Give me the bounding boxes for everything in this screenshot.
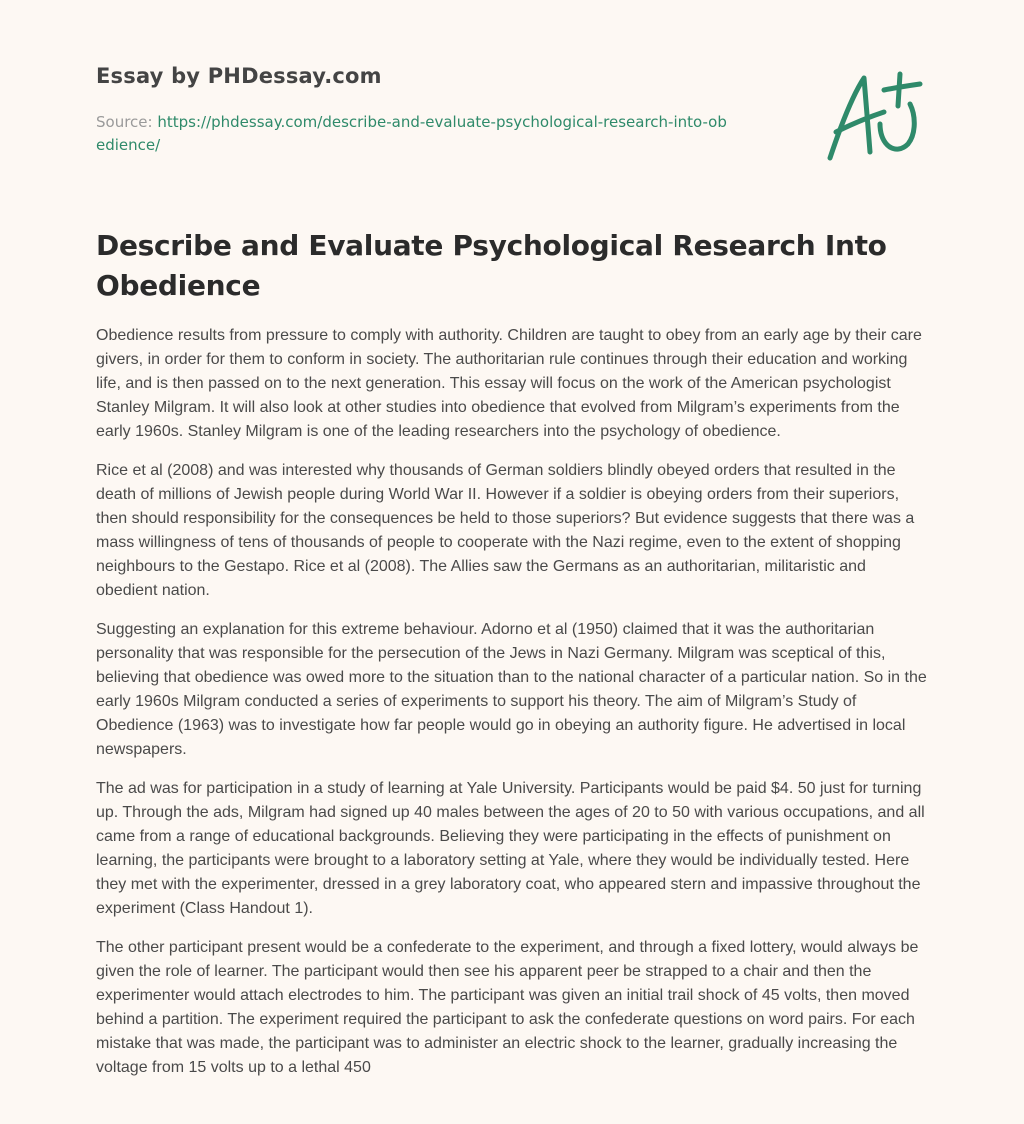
source-line <box>96 111 736 157</box>
essay-paragraph: Suggesting an explanation for this extreme behaviour. Adorno et al (1950) claimed that it was the authoritarian personality that was responsible for the persecution of the Jews in Nazi Germany. Milgram was sceptical of this, believing that obedience was owed more to the situation than to the national character of a particular nation. So in the early 1960s Milgram conducted a series of experiments to support his theory. The aim of Milgram’s Study of Obedience (1963) was to investigate how far people would go in obeying an authority figure. He advertised in local newspapers. <box>96 621 927 758</box>
site-brand: Essay by PHDessay.com <box>96 64 382 88</box>
source-link[interactable]: https://phdessay.com/describe-and-evaluate-psychological-research-into-obedience/ <box>96 113 727 154</box>
source-label: Source: <box>96 113 153 131</box>
essay-paragraph: Rice et al (2008) and was interested why thousands of German soldiers blindly obeyed orders that resulted in the death of millions of Jewish people during World War II. However if a soldier is obeying orders from their superiors, then should responsibility for the consequences be held to those superiors? But evidence suggests that there was a mass willingness of tens of thousands of people to cooperate with the Nazi regime, even to the extent of shopping neighbours to the Gestapo. Rice et al (2008). The Allies saw the Germans as an authoritarian, militaristic and obedient nation. <box>96 462 915 599</box>
essay-paragraph: The other participant present would be a confederate to the experiment, and through a fixed lottery, would always be given the role of learner. The participant would then see his apparent peer be strapped to a chair and then the experimenter would attach electrodes to him. The participant was given an initial trail shock of 45 volts, then moved behind a partition. The experiment required the participant to ask the confederate questions on word pairs. For each mistake that was made, the participant was to administer an electric shock to the learner, gradually increasing the voltage from 15 volts up to a lethal 450 <box>96 939 919 1076</box>
essay-paragraph: Obedience results from pressure to comply with authority. Children are taught to obey from an early age by their care givers, in order for them to conform in society. The authoritarian rule continues through their education and working life, and is then passed on to the next generation. This essay will focus on the work of the American psychologist Stanley Milgram. It will also look at other studies into obedience that evolved from Milgram’s experiments from the early 1960s. Stanley Milgram is one of the leading researchers into the psychology of obedience. <box>96 327 922 440</box>
a-plus-logo-icon <box>818 66 930 166</box>
essay-body <box>96 324 930 1095</box>
essay-paragraph: The ad was for participation in a study of learning at Yale University. Participants would be paid $4. 50 just for turning up. Through the ads, Milgram had signed up 40 males between the ages of 20 to 50 with various occupations, and all came from a range of educational backgrounds. Believing they were participating in the effects of punishment on learning, the participants were brought to a laboratory setting at Yale, where they would be individually tested. Here they met with the experimenter, dressed in a grey laboratory coat, who appeared stern and impassive throughout the experiment (Class Handout 1). <box>96 780 925 917</box>
essay-title: Describe and Evaluate Psychological Research Into Obedience <box>96 229 887 302</box>
